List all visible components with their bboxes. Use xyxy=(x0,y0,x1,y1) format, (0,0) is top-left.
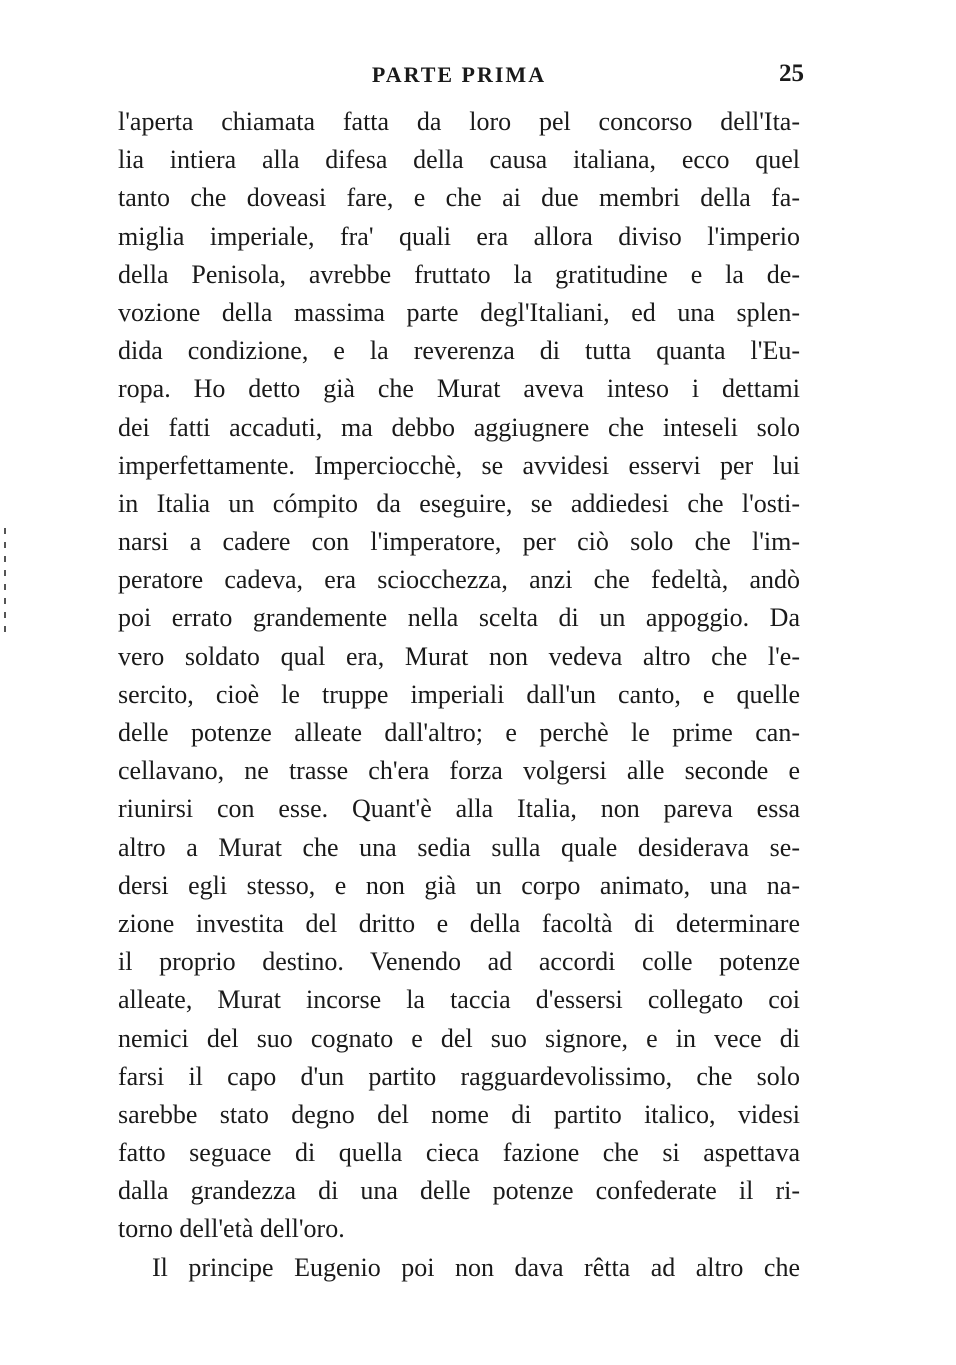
text-line: narsi a cadere con l'imperatore, per ciò solo che l'im- xyxy=(118,527,800,557)
text-line: tanto che doveasi fare, e che ai due membri della fa- xyxy=(118,183,800,213)
edge-mark xyxy=(4,528,6,534)
page-number: 25 xyxy=(779,60,804,87)
paragraph-end-line: torno dell'età dell'oro. xyxy=(118,1214,345,1244)
text-line: vero soldato qual era, Murat non vedeva altro che l'e- xyxy=(118,641,800,671)
text-line: lia intiera alla difesa della causa italiana, ecco quel xyxy=(118,145,800,175)
text-line: sercito, cioè le truppe imperiali dall'un canto, e quelle xyxy=(118,679,800,709)
text-line: imperfettamente. Imperciocchè, se avvidesi esservi per lui xyxy=(118,450,800,480)
body-text xyxy=(118,103,800,1287)
text-line: peratore cadeva, era sciocchezza, anzi che fedeltà, andò xyxy=(118,565,800,595)
text-line: in Italia un cómpito da eseguire, se addiedesi che l'osti- xyxy=(118,488,800,518)
text-line: alleate, Murat incorse la taccia d'essersi collegato coi xyxy=(118,985,800,1015)
edge-mark xyxy=(4,542,6,548)
edge-mark xyxy=(4,612,6,618)
text-line: dei fatti accaduti, ma debbo aggiugnere che inteseli solo xyxy=(118,412,800,442)
text-line: zione investita del dritto e della facoltà di determinare xyxy=(118,908,800,938)
text-line: altro a Murat che una sedia sulla quale desiderava se- xyxy=(118,832,800,862)
running-head-title: PARTE PRIMA xyxy=(371,62,547,87)
text-line: cellavano, ne trasse ch'era forza volgersi alle seconde e xyxy=(118,756,800,786)
text-line: nemici del suo cognato e del suo signore, e in vece di xyxy=(118,1023,800,1053)
edge-mark xyxy=(4,584,6,590)
text-line: l'aperta chiamata fatta da loro pel concorso dell'Ita- xyxy=(118,107,800,136)
running-head xyxy=(118,58,804,94)
text-line: fatto seguace di quella cieca fazione che si aspettava xyxy=(118,1138,800,1168)
text-line: poi errato grandemente nella scelta di un appoggio. Da xyxy=(118,603,800,633)
text-line: farsi il capo d'un partito ragguardevolissimo, che solo xyxy=(118,1061,800,1091)
text-line: il proprio destino. Venendo ad accordi colle potenze xyxy=(118,947,800,977)
text-line: sarebbe stato degno del nome di partito italico, videsi xyxy=(118,1099,800,1129)
text-line: miglia imperiale, fra' quali era allora diviso l'imperio xyxy=(118,221,800,251)
text-line: dersi egli stesso, e non già un corpo animato, una na- xyxy=(118,870,800,900)
text-line: riunirsi con esse. Quant'è alla Italia, non pareva essa xyxy=(118,794,800,824)
text-line: ropa. Ho detto già che Murat aveva inteso i dettami xyxy=(118,374,800,404)
edge-mark xyxy=(4,556,6,562)
text-line: dalla grandezza di una delle potenze confederate il ri- xyxy=(118,1176,800,1206)
edge-mark xyxy=(4,598,6,604)
paragraph-start-line: Il principe Eugenio poi non dava rêtta ad altro che xyxy=(152,1252,800,1282)
text-line: dida condizione, e la reverenza di tutta quanta l'Eu- xyxy=(118,336,800,366)
binding-edge-marks xyxy=(0,520,14,670)
text-line: delle potenze alleate dall'altro; e perchè le prime can- xyxy=(118,718,800,747)
edge-mark xyxy=(4,626,6,632)
text-line: della Penisola, avrebbe fruttato la gratitudine e la de- xyxy=(118,259,800,289)
edge-mark xyxy=(4,570,6,576)
text-line: vozione della massima parte degl'Italiani, ed una splen- xyxy=(118,297,800,327)
